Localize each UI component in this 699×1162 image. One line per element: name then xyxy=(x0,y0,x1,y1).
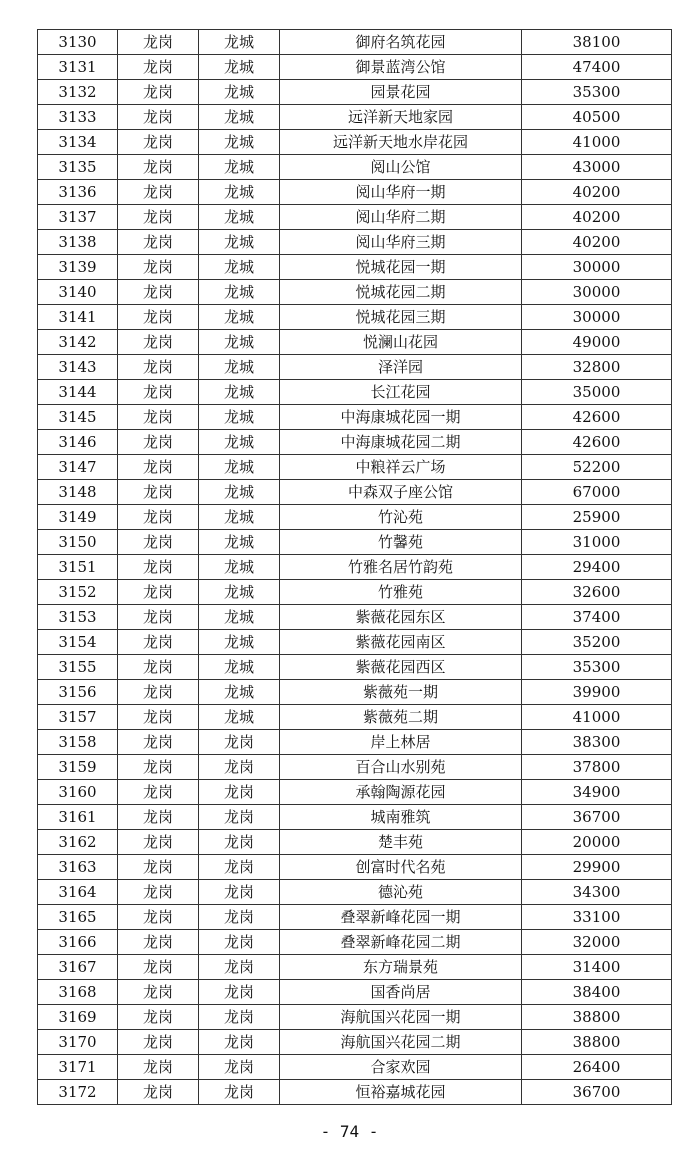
reference-price-cell: 40500 xyxy=(522,105,672,130)
street-cell: 龙城 xyxy=(199,330,280,355)
district-cell: 龙岗 xyxy=(118,1030,199,1055)
street-cell: 龙岗 xyxy=(199,1005,280,1030)
community-name-cell: 恒裕嘉城花园 xyxy=(280,1080,522,1105)
street-cell: 龙城 xyxy=(199,305,280,330)
district-cell: 龙岗 xyxy=(118,605,199,630)
reference-price-cell: 30000 xyxy=(522,255,672,280)
table-row xyxy=(38,105,672,130)
district-cell: 龙岗 xyxy=(118,30,199,55)
street-cell: 龙城 xyxy=(199,555,280,580)
district-cell: 龙岗 xyxy=(118,180,199,205)
community-name-cell: 中海康城花园一期 xyxy=(280,405,522,430)
community-name-cell: 紫薇苑一期 xyxy=(280,680,522,705)
reference-price-cell: 42600 xyxy=(522,405,672,430)
table-row xyxy=(38,730,672,755)
reference-price-cell: 20000 xyxy=(522,830,672,855)
row-number-cell: 3158 xyxy=(38,730,118,755)
district-cell: 龙岗 xyxy=(118,730,199,755)
reference-price-cell: 36700 xyxy=(522,1080,672,1105)
row-number-cell: 3144 xyxy=(38,380,118,405)
street-cell: 龙岗 xyxy=(199,780,280,805)
reference-price-cell: 32600 xyxy=(522,580,672,605)
table-row xyxy=(38,505,672,530)
reference-price-cell: 35300 xyxy=(522,80,672,105)
district-cell: 龙岗 xyxy=(118,530,199,555)
table-row xyxy=(38,1030,672,1055)
reference-price-cell: 25900 xyxy=(522,505,672,530)
table-row xyxy=(38,805,672,830)
district-cell: 龙岗 xyxy=(118,355,199,380)
reference-price-cell: 35300 xyxy=(522,655,672,680)
street-cell: 龙城 xyxy=(199,580,280,605)
reference-price-cell: 32000 xyxy=(522,930,672,955)
community-name-cell: 远洋新天地水岸花园 xyxy=(280,130,522,155)
row-number-cell: 3167 xyxy=(38,955,118,980)
community-name-cell: 东方瑞景苑 xyxy=(280,955,522,980)
reference-price-cell: 35200 xyxy=(522,630,672,655)
row-number-cell: 3143 xyxy=(38,355,118,380)
district-cell: 龙岗 xyxy=(118,1080,199,1105)
row-number-cell: 3161 xyxy=(38,805,118,830)
table-row xyxy=(38,205,672,230)
reference-price-cell: 31000 xyxy=(522,530,672,555)
reference-price-cell: 38400 xyxy=(522,980,672,1005)
community-name-cell: 承翰陶源花园 xyxy=(280,780,522,805)
community-name-cell: 叠翠新峰花园二期 xyxy=(280,930,522,955)
district-cell: 龙岗 xyxy=(118,230,199,255)
community-name-cell: 御府名筑花园 xyxy=(280,30,522,55)
street-cell: 龙岗 xyxy=(199,905,280,930)
reference-price-cell: 29900 xyxy=(522,855,672,880)
reference-price-cell: 38800 xyxy=(522,1005,672,1030)
table-row xyxy=(38,555,672,580)
table-row xyxy=(38,305,672,330)
street-cell: 龙城 xyxy=(199,480,280,505)
district-cell: 龙岗 xyxy=(118,930,199,955)
street-cell: 龙城 xyxy=(199,405,280,430)
table-row xyxy=(38,355,672,380)
street-cell: 龙城 xyxy=(199,655,280,680)
community-name-cell: 泽洋园 xyxy=(280,355,522,380)
community-name-cell: 紫薇花园东区 xyxy=(280,605,522,630)
district-cell: 龙岗 xyxy=(118,580,199,605)
community-name-cell: 中森双子座公馆 xyxy=(280,480,522,505)
community-name-cell: 阅山华府一期 xyxy=(280,180,522,205)
community-name-cell: 竹馨苑 xyxy=(280,530,522,555)
row-number-cell: 3130 xyxy=(38,30,118,55)
district-cell: 龙岗 xyxy=(118,255,199,280)
row-number-cell: 3146 xyxy=(38,430,118,455)
community-name-cell: 阅山华府三期 xyxy=(280,230,522,255)
community-name-cell: 竹雅苑 xyxy=(280,580,522,605)
row-number-cell: 3131 xyxy=(38,55,118,80)
row-number-cell: 3150 xyxy=(38,530,118,555)
district-cell: 龙岗 xyxy=(118,955,199,980)
community-name-cell: 城南雅筑 xyxy=(280,805,522,830)
district-cell: 龙岗 xyxy=(118,480,199,505)
row-number-cell: 3166 xyxy=(38,930,118,955)
reference-price-cell: 32800 xyxy=(522,355,672,380)
reference-price-cell: 37800 xyxy=(522,755,672,780)
district-cell: 龙岗 xyxy=(118,80,199,105)
street-cell: 龙城 xyxy=(199,255,280,280)
community-name-cell: 园景花园 xyxy=(280,80,522,105)
reference-price-cell: 42600 xyxy=(522,430,672,455)
street-cell: 龙城 xyxy=(199,280,280,305)
row-number-cell: 3165 xyxy=(38,905,118,930)
table-row xyxy=(38,930,672,955)
reference-price-cell: 40200 xyxy=(522,180,672,205)
street-cell: 龙岗 xyxy=(199,830,280,855)
reference-price-cell: 49000 xyxy=(522,330,672,355)
community-name-cell: 中粮祥云广场 xyxy=(280,455,522,480)
row-number-cell: 3139 xyxy=(38,255,118,280)
street-cell: 龙岗 xyxy=(199,930,280,955)
district-cell: 龙岗 xyxy=(118,705,199,730)
district-cell: 龙岗 xyxy=(118,630,199,655)
district-cell: 龙岗 xyxy=(118,55,199,80)
street-cell: 龙岗 xyxy=(199,1030,280,1055)
district-cell: 龙岗 xyxy=(118,755,199,780)
table-row xyxy=(38,580,672,605)
row-number-cell: 3135 xyxy=(38,155,118,180)
table-row xyxy=(38,380,672,405)
street-cell: 龙城 xyxy=(199,205,280,230)
table-row xyxy=(38,430,672,455)
row-number-cell: 3132 xyxy=(38,80,118,105)
row-number-cell: 3163 xyxy=(38,855,118,880)
district-cell: 龙岗 xyxy=(118,880,199,905)
row-number-cell: 3152 xyxy=(38,580,118,605)
community-name-cell: 竹雅名居竹韵苑 xyxy=(280,555,522,580)
street-cell: 龙岗 xyxy=(199,805,280,830)
community-name-cell: 创富时代名苑 xyxy=(280,855,522,880)
community-name-cell: 悦澜山花园 xyxy=(280,330,522,355)
row-number-cell: 3134 xyxy=(38,130,118,155)
table-row xyxy=(38,780,672,805)
community-name-cell: 中海康城花园二期 xyxy=(280,430,522,455)
street-cell: 龙城 xyxy=(199,80,280,105)
table-row xyxy=(38,830,672,855)
community-name-cell: 楚丰苑 xyxy=(280,830,522,855)
row-number-cell: 3138 xyxy=(38,230,118,255)
reference-price-cell: 34300 xyxy=(522,880,672,905)
table-row xyxy=(38,1055,672,1080)
reference-price-cell: 31400 xyxy=(522,955,672,980)
district-cell: 龙岗 xyxy=(118,205,199,230)
reference-price-cell: 41000 xyxy=(522,705,672,730)
reference-price-cell: 37400 xyxy=(522,605,672,630)
street-cell: 龙城 xyxy=(199,705,280,730)
row-number-cell: 3156 xyxy=(38,680,118,705)
street-cell: 龙城 xyxy=(199,130,280,155)
row-number-cell: 3154 xyxy=(38,630,118,655)
reference-price-cell: 43000 xyxy=(522,155,672,180)
community-name-cell: 德沁苑 xyxy=(280,880,522,905)
district-cell: 龙岗 xyxy=(118,655,199,680)
table-row xyxy=(38,980,672,1005)
table-row xyxy=(38,255,672,280)
district-cell: 龙岗 xyxy=(118,780,199,805)
district-cell: 龙岗 xyxy=(118,305,199,330)
table-row xyxy=(38,630,672,655)
row-number-cell: 3159 xyxy=(38,755,118,780)
district-cell: 龙岗 xyxy=(118,805,199,830)
table-row xyxy=(38,405,672,430)
street-cell: 龙城 xyxy=(199,355,280,380)
community-name-cell: 海航国兴花园一期 xyxy=(280,1005,522,1030)
row-number-cell: 3149 xyxy=(38,505,118,530)
district-cell: 龙岗 xyxy=(118,105,199,130)
street-cell: 龙城 xyxy=(199,155,280,180)
community-name-cell: 国香尚居 xyxy=(280,980,522,1005)
table-row xyxy=(38,130,672,155)
community-name-cell: 御景蓝湾公馆 xyxy=(280,55,522,80)
table-row xyxy=(38,80,672,105)
street-cell: 龙城 xyxy=(199,455,280,480)
community-name-cell: 阅山华府二期 xyxy=(280,205,522,230)
table-row xyxy=(38,55,672,80)
community-name-cell: 岸上林居 xyxy=(280,730,522,755)
table-row xyxy=(38,330,672,355)
street-cell: 龙城 xyxy=(199,230,280,255)
row-number-cell: 3171 xyxy=(38,1055,118,1080)
reference-price-cell: 34900 xyxy=(522,780,672,805)
table-row xyxy=(38,955,672,980)
street-cell: 龙城 xyxy=(199,530,280,555)
table-row xyxy=(38,605,672,630)
community-name-cell: 合家欢园 xyxy=(280,1055,522,1080)
street-cell: 龙岗 xyxy=(199,855,280,880)
reference-price-cell: 39900 xyxy=(522,680,672,705)
street-cell: 龙城 xyxy=(199,605,280,630)
housing-price-table xyxy=(37,29,672,1105)
reference-price-cell: 33100 xyxy=(522,905,672,930)
reference-price-cell: 35000 xyxy=(522,380,672,405)
street-cell: 龙城 xyxy=(199,30,280,55)
row-number-cell: 3172 xyxy=(38,1080,118,1105)
reference-price-cell: 36700 xyxy=(522,805,672,830)
row-number-cell: 3164 xyxy=(38,880,118,905)
table-row xyxy=(38,880,672,905)
community-name-cell: 悦城花园二期 xyxy=(280,280,522,305)
table-row xyxy=(38,280,672,305)
row-number-cell: 3162 xyxy=(38,830,118,855)
row-number-cell: 3168 xyxy=(38,980,118,1005)
district-cell: 龙岗 xyxy=(118,905,199,930)
street-cell: 龙城 xyxy=(199,105,280,130)
street-cell: 龙岗 xyxy=(199,1055,280,1080)
district-cell: 龙岗 xyxy=(118,455,199,480)
street-cell: 龙岗 xyxy=(199,955,280,980)
row-number-cell: 3141 xyxy=(38,305,118,330)
reference-price-cell: 29400 xyxy=(522,555,672,580)
table-body xyxy=(38,30,672,1105)
table-row xyxy=(38,30,672,55)
street-cell: 龙城 xyxy=(199,380,280,405)
reference-price-cell: 26400 xyxy=(522,1055,672,1080)
row-number-cell: 3148 xyxy=(38,480,118,505)
street-cell: 龙岗 xyxy=(199,1080,280,1105)
table-row xyxy=(38,680,672,705)
reference-price-cell: 40200 xyxy=(522,230,672,255)
table-row xyxy=(38,1005,672,1030)
district-cell: 龙岗 xyxy=(118,555,199,580)
table-row xyxy=(38,855,672,880)
row-number-cell: 3147 xyxy=(38,455,118,480)
district-cell: 龙岗 xyxy=(118,330,199,355)
district-cell: 龙岗 xyxy=(118,280,199,305)
table-row xyxy=(38,480,672,505)
reference-price-cell: 30000 xyxy=(522,305,672,330)
district-cell: 龙岗 xyxy=(118,1005,199,1030)
row-number-cell: 3151 xyxy=(38,555,118,580)
reference-price-cell: 38800 xyxy=(522,1030,672,1055)
reference-price-cell: 47400 xyxy=(522,55,672,80)
community-name-cell: 悦城花园三期 xyxy=(280,305,522,330)
street-cell: 龙岗 xyxy=(199,880,280,905)
row-number-cell: 3137 xyxy=(38,205,118,230)
street-cell: 龙城 xyxy=(199,505,280,530)
community-name-cell: 海航国兴花园二期 xyxy=(280,1030,522,1055)
district-cell: 龙岗 xyxy=(118,430,199,455)
district-cell: 龙岗 xyxy=(118,130,199,155)
street-cell: 龙岗 xyxy=(199,730,280,755)
street-cell: 龙城 xyxy=(199,55,280,80)
row-number-cell: 3170 xyxy=(38,1030,118,1055)
community-name-cell: 叠翠新峰花园一期 xyxy=(280,905,522,930)
table-row xyxy=(38,905,672,930)
table-row xyxy=(38,155,672,180)
community-name-cell: 悦城花园一期 xyxy=(280,255,522,280)
table-row xyxy=(38,755,672,780)
row-number-cell: 3142 xyxy=(38,330,118,355)
district-cell: 龙岗 xyxy=(118,505,199,530)
table-row xyxy=(38,455,672,480)
community-name-cell: 百合山水别苑 xyxy=(280,755,522,780)
reference-price-cell: 38300 xyxy=(522,730,672,755)
community-name-cell: 竹沁苑 xyxy=(280,505,522,530)
community-name-cell: 紫薇花园南区 xyxy=(280,630,522,655)
district-cell: 龙岗 xyxy=(118,380,199,405)
community-name-cell: 远洋新天地家园 xyxy=(280,105,522,130)
street-cell: 龙岗 xyxy=(199,980,280,1005)
table-row xyxy=(38,530,672,555)
district-cell: 龙岗 xyxy=(118,680,199,705)
row-number-cell: 3157 xyxy=(38,705,118,730)
district-cell: 龙岗 xyxy=(118,830,199,855)
table-row xyxy=(38,1080,672,1105)
street-cell: 龙城 xyxy=(199,630,280,655)
row-number-cell: 3145 xyxy=(38,405,118,430)
table-row xyxy=(38,655,672,680)
community-name-cell: 紫薇花园西区 xyxy=(280,655,522,680)
row-number-cell: 3153 xyxy=(38,605,118,630)
row-number-cell: 3160 xyxy=(38,780,118,805)
row-number-cell: 3169 xyxy=(38,1005,118,1030)
row-number-cell: 3140 xyxy=(38,280,118,305)
table-row xyxy=(38,180,672,205)
street-cell: 龙岗 xyxy=(199,755,280,780)
reference-price-cell: 40200 xyxy=(522,205,672,230)
community-name-cell: 紫薇苑二期 xyxy=(280,705,522,730)
reference-price-cell: 67000 xyxy=(522,480,672,505)
district-cell: 龙岗 xyxy=(118,855,199,880)
page-number: - 74 - xyxy=(320,1122,379,1141)
street-cell: 龙城 xyxy=(199,680,280,705)
row-number-cell: 3136 xyxy=(38,180,118,205)
street-cell: 龙城 xyxy=(199,180,280,205)
district-cell: 龙岗 xyxy=(118,1055,199,1080)
district-cell: 龙岗 xyxy=(118,980,199,1005)
table-row xyxy=(38,705,672,730)
community-name-cell: 长江花园 xyxy=(280,380,522,405)
community-name-cell: 阅山公馆 xyxy=(280,155,522,180)
street-cell: 龙城 xyxy=(199,430,280,455)
district-cell: 龙岗 xyxy=(118,405,199,430)
reference-price-cell: 38100 xyxy=(522,30,672,55)
reference-price-cell: 30000 xyxy=(522,280,672,305)
table-row xyxy=(38,230,672,255)
reference-price-cell: 41000 xyxy=(522,130,672,155)
row-number-cell: 3133 xyxy=(38,105,118,130)
district-cell: 龙岗 xyxy=(118,155,199,180)
row-number-cell: 3155 xyxy=(38,655,118,680)
reference-price-cell: 52200 xyxy=(522,455,672,480)
